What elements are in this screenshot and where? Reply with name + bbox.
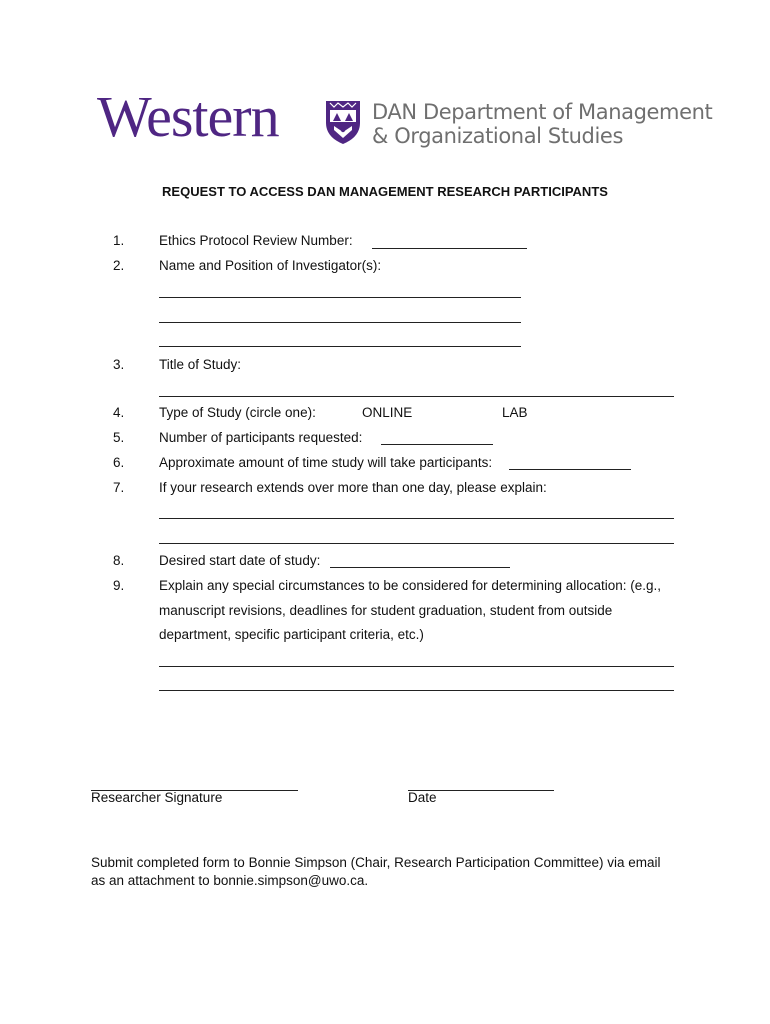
- investigator-blank-3[interactable]: [159, 346, 521, 347]
- department-name-line2: & Organizational Studies: [372, 124, 623, 148]
- circumstances-blank-1[interactable]: [159, 666, 674, 667]
- item-number: 5.: [113, 430, 125, 445]
- multi-day-blank-2[interactable]: [159, 543, 674, 544]
- start-date-blank[interactable]: [330, 567, 510, 568]
- item-study-title-label: Title of Study:: [159, 357, 242, 372]
- time-blank[interactable]: [509, 469, 631, 470]
- investigator-blank-2[interactable]: [159, 322, 521, 323]
- study-type-online-option[interactable]: ONLINE: [362, 405, 413, 420]
- item-start-date-label: Desired start date of study:: [159, 553, 321, 568]
- department-name-line1: DAN Department of Management: [372, 100, 713, 124]
- western-crest-icon: [324, 97, 362, 145]
- item-circumstances-label-line3: department, specific participant criteria, etc.): [159, 627, 424, 642]
- item-ethics-protocol-label: Ethics Protocol Review Number:: [159, 233, 353, 248]
- item-circumstances-label: Explain any special circumstances to be considered for determining allocation: (e.g.,: [159, 578, 662, 593]
- submit-instructions-line1: Submit completed form to Bonnie Simpson (Chair, Research Participation Committee) via email: [91, 855, 661, 870]
- researcher-signature-label: Researcher Signature: [91, 790, 223, 805]
- item-investigator-label: Name and Position of Investigator(s):: [159, 258, 382, 273]
- participants-blank[interactable]: [381, 444, 493, 445]
- submit-instructions-line2: as an attachment to bonnie.simpson@uwo.ca.: [91, 873, 369, 888]
- item-number: 8.: [113, 553, 125, 568]
- item-number: 1.: [113, 233, 125, 248]
- study-type-lab-option[interactable]: LAB: [502, 405, 528, 420]
- circumstances-blank-2[interactable]: [159, 690, 674, 691]
- date-label: Date: [408, 790, 437, 805]
- item-number: 3.: [113, 357, 125, 372]
- item-number: 9.: [113, 578, 125, 593]
- ethics-protocol-blank[interactable]: [372, 248, 527, 249]
- item-number: 4.: [113, 405, 125, 420]
- item-number: 2.: [113, 258, 125, 273]
- item-study-type-label: Type of Study (circle one):: [159, 405, 316, 420]
- department-name: [372, 100, 712, 148]
- multi-day-blank-1[interactable]: [159, 518, 674, 519]
- item-multi-day-label: If your research extends over more than one day, please explain:: [159, 480, 547, 495]
- western-logo-wordmark: Western: [97, 84, 279, 149]
- item-time-label: Approximate amount of time study will take participants:: [159, 455, 493, 470]
- investigator-blank-1[interactable]: [159, 297, 521, 298]
- form-title: REQUEST TO ACCESS DAN MANAGEMENT RESEARCH PARTICIPANTS: [162, 184, 608, 199]
- item-circumstances-label-line2: manuscript revisions, deadlines for student graduation, student from outside: [159, 603, 613, 618]
- item-number: 7.: [113, 480, 125, 495]
- item-participants-label: Number of participants requested:: [159, 430, 363, 445]
- study-title-blank[interactable]: [159, 396, 674, 397]
- item-number: 6.: [113, 455, 125, 470]
